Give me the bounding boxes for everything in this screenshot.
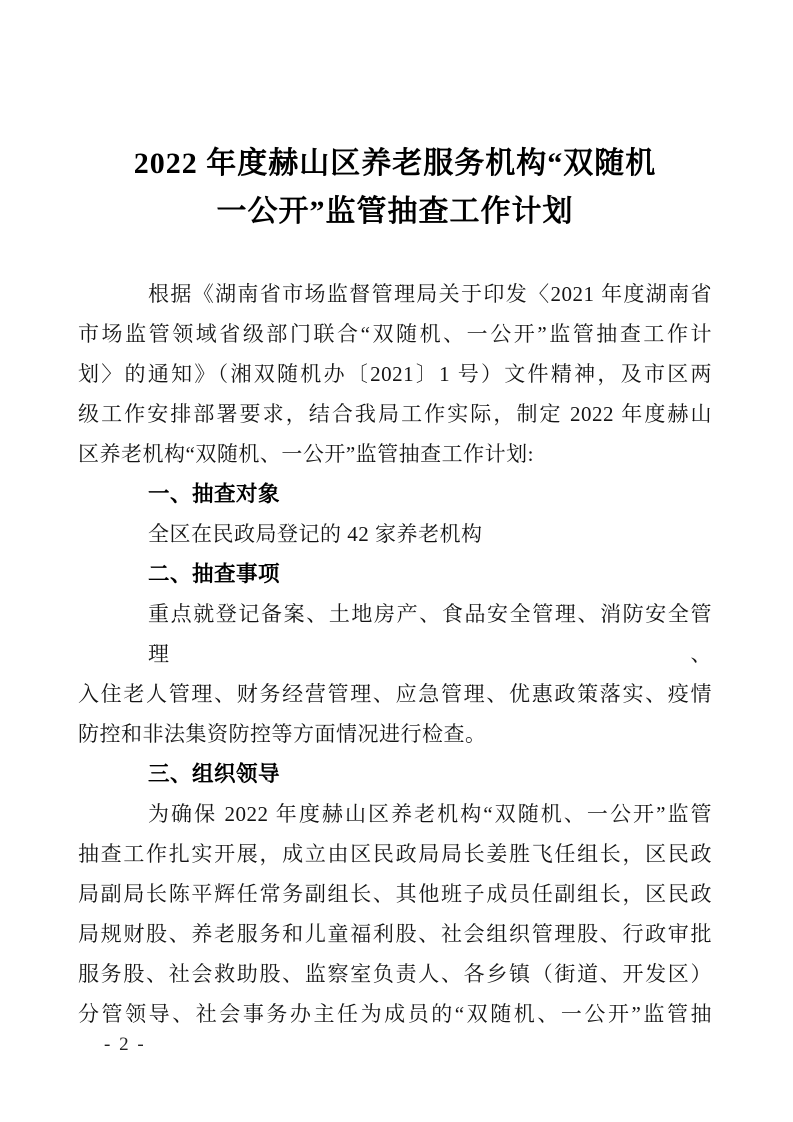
document-title bbox=[78, 140, 712, 236]
page-footer bbox=[104, 1034, 146, 1056]
section-heading: 一、抽查对象 bbox=[148, 482, 281, 506]
text-line: 抽查工作扎实开展，成立由区民政局局长姜胜飞任组长，区民政 bbox=[78, 842, 712, 866]
text-line: 服务股、社会救助股、监察室负责人、各乡镇（街道、开发区） bbox=[78, 962, 712, 986]
document-body bbox=[78, 274, 712, 1034]
text-line: 级工作安排部署要求，结合我局工作实际，制定 2022 年度赫山 bbox=[78, 402, 712, 426]
section-heading: 二、抽查事项 bbox=[148, 562, 281, 586]
text-line: 重点就登记备案、土地房产、食品安全管理、消防安全管理、 bbox=[148, 602, 712, 666]
text-line: 区养老机构“双随机、一公开”监管抽查工作计划: bbox=[78, 442, 534, 466]
document-title-line-2: 一公开”监管抽查工作计划 bbox=[216, 195, 574, 228]
document-title-line-1: 2022 年度赫山区养老服务机构“双随机 bbox=[133, 147, 657, 180]
text-line: 局规财股、养老服务和儿童福利股、社会组织管理股、行政审批 bbox=[78, 922, 712, 946]
text-line: 根据《湖南省市场监督管理局关于印发〈2021 年度湖南省 bbox=[148, 282, 712, 306]
text-line: 局副局长陈平辉任常务副组长、其他班子成员任副组长，区民政 bbox=[78, 882, 712, 906]
section-heading: 三、组织领导 bbox=[148, 762, 281, 786]
page-number: - 2 - bbox=[104, 1034, 146, 1055]
text-line: 为确保 2022 年度赫山区养老机构“双随机、一公开”监管 bbox=[148, 802, 712, 826]
text-line: 市场监管领域省级部门联合“双随机、一公开”监管抽查工作计 bbox=[78, 322, 712, 346]
text-line: 划〉的通知》（湘双随机办〔2021〕1 号）文件精神，及市区两 bbox=[78, 362, 712, 386]
text-line: 全区在民政局登记的 42 家养老机构 bbox=[148, 522, 483, 546]
text-line: 入住老人管理、财务经营管理、应急管理、优惠政策落实、疫情 bbox=[78, 682, 712, 706]
text-line: 防控和非法集资防控等方面情况进行检查。 bbox=[78, 722, 487, 746]
text-line: 分管领导、社会事务办主任为成员的“双随机、一公开”监管抽 bbox=[78, 1002, 712, 1026]
